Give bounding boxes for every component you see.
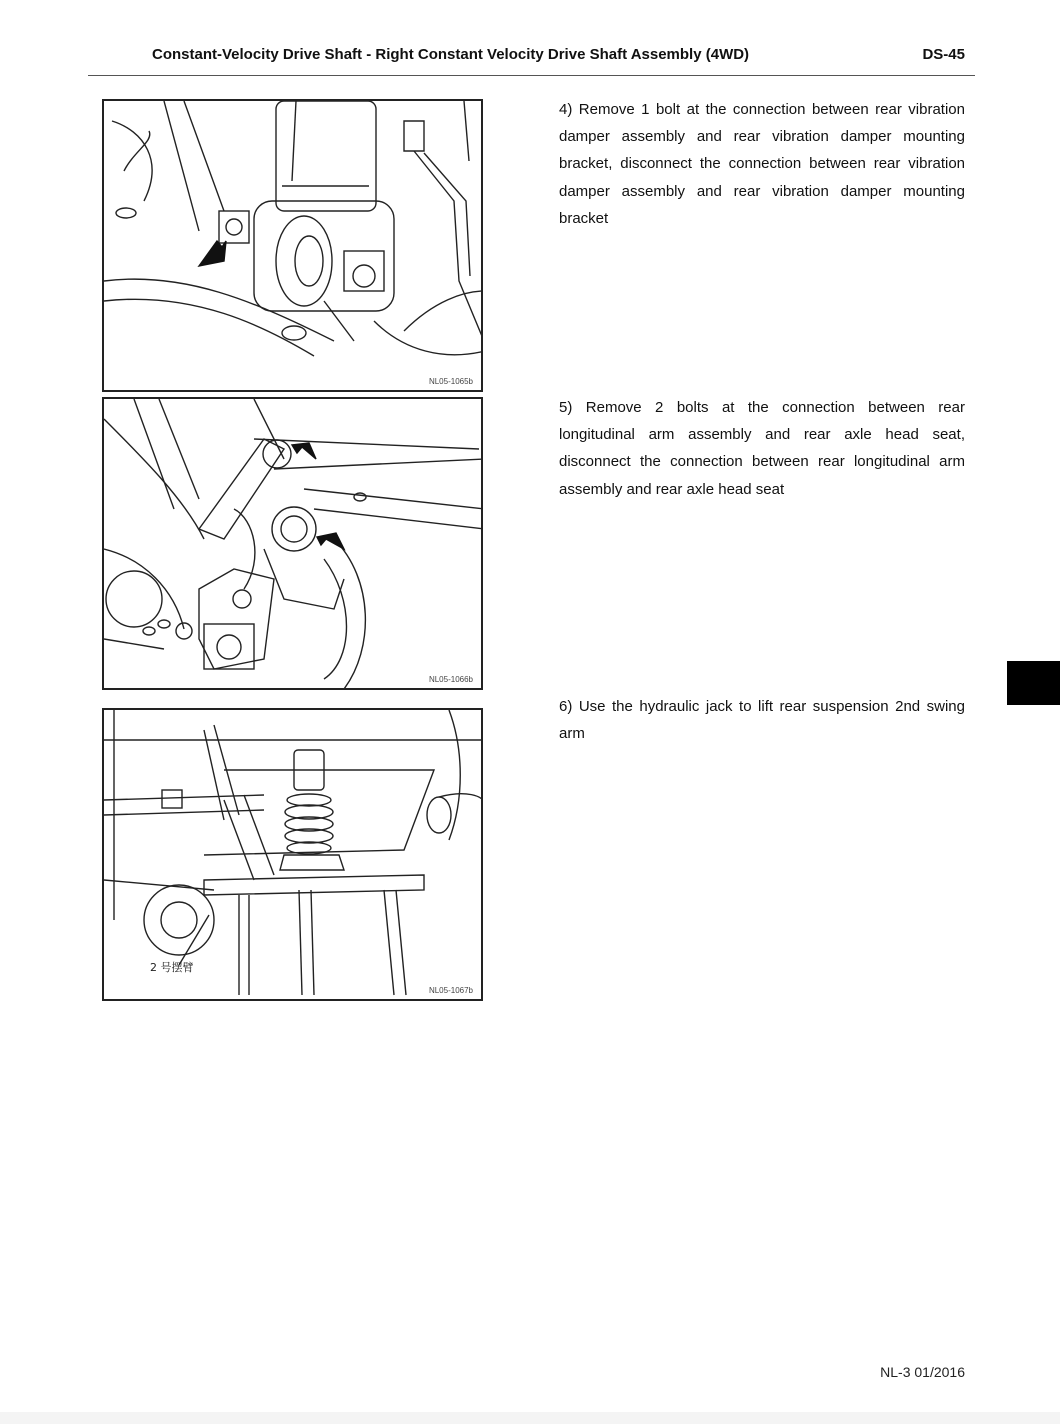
figure-code: NL05-1066b: [428, 675, 473, 684]
header-title: Constant-Velocity Drive Shaft - Right Constant Velocity Drive Shaft Assembly (4WD): [152, 46, 750, 63]
figure-damper-bolt: [102, 99, 483, 392]
step-5: 5) Remove 2 bolts at the connection between rear longitudinal arm assembly and rear axle head seat, disconnect the connection between rear longitudinal arm assembly and rear axle head seat: [559, 399, 965, 498]
figure-damper-bolt-drawing: [104, 101, 483, 392]
step-4: 4) Remove 1 bolt at the connection between rear vibration damper assembly and rear vibration damper mounting bracket, disconnect the connection between rear vibration damper assembly and rear vibration damper mounting bracket: [559, 101, 965, 227]
figure-longitudinal-arm-drawing: [104, 399, 483, 690]
header-divider: [88, 75, 975, 76]
page-bottom-shade: [0, 1412, 1060, 1424]
header-page-number: DS-45: [922, 46, 965, 63]
figure-code: NL05-1065b: [428, 377, 473, 386]
figure-hydraulic-jack: [102, 708, 483, 1001]
step-6: 6) Use the hydraulic jack to lift rear suspension 2nd swing arm: [559, 698, 965, 743]
figure-callout-label: 2 号摆臂: [150, 961, 194, 974]
figure-hydraulic-jack-drawing: [104, 710, 483, 1001]
section-tab-marker: [1007, 661, 1060, 705]
page-footer: NL-3 01/2016: [880, 1364, 965, 1380]
figure-code: NL05-1067b: [428, 986, 473, 995]
figure-longitudinal-arm-bolts: [102, 397, 483, 690]
